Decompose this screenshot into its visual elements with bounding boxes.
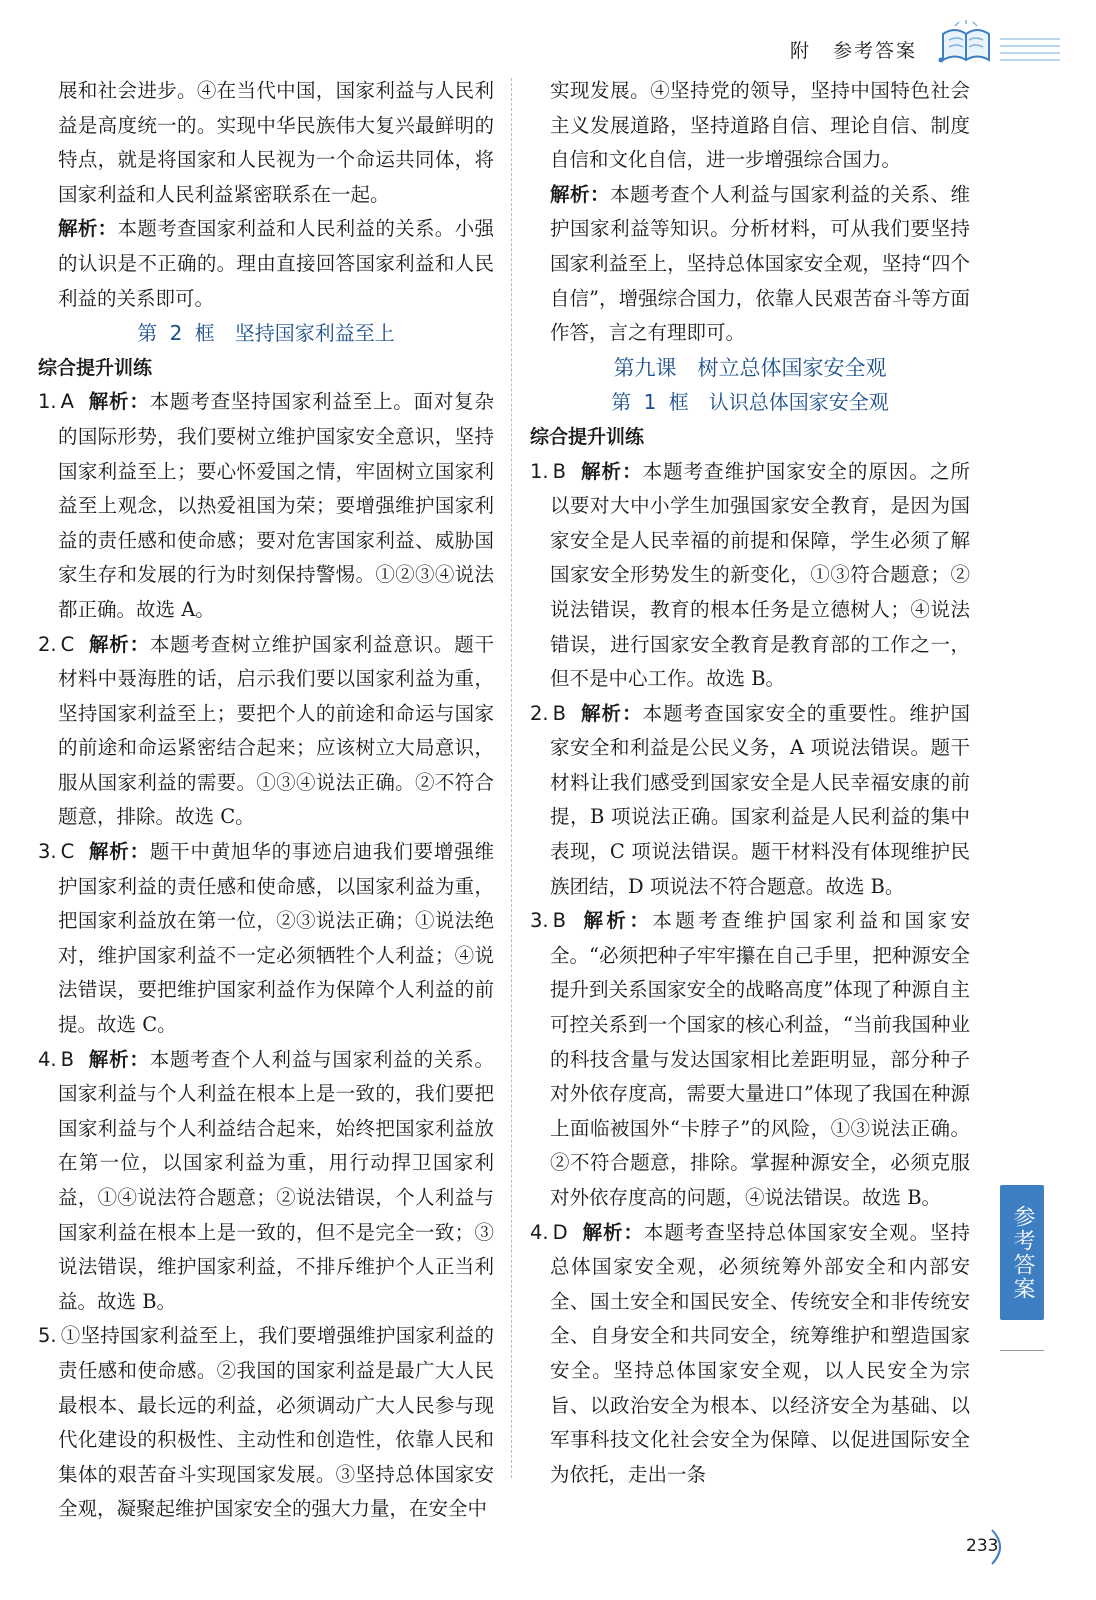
section-title: 综合提升训练 [530, 425, 645, 448]
left-column [38, 74, 494, 1527]
item-number: 3. [530, 909, 549, 933]
answer-item [38, 628, 494, 836]
side-divider [1000, 1350, 1044, 1351]
item-text: ①坚持国家利益至上，我们要增强维护国家利益的责任感和使命感。②我国的国家利益是最广大人民最根本、最长远的利益，必须调动广大人民参与现代化建设的积极性、主动性和创造性，依靠人民和集体的艰苦奋斗实现国家发展。③坚持总体国家安全观，凝聚起维护国家安全的强大力量，在安全中 [58, 1324, 494, 1521]
analysis-label: 解析： [581, 1220, 644, 1244]
lesson-title: 第九课 树立总体国家安全观 [613, 355, 887, 380]
item-number: 1. [530, 459, 549, 483]
intro-paragraph: 展和社会进步。④在当代中国，国家利益与人民利益是高度统一的。实现中华民族伟大复兴最鲜明的特点，就是将国家和人民视为一个命运共同体，将国家利益和人民利益紧密联系在一起。 [58, 79, 494, 206]
analysis-label: 解析： [580, 459, 643, 483]
analysis-label: 解析： [88, 840, 150, 864]
item-answer: B [552, 909, 566, 933]
header-appendix: 附 [790, 40, 812, 62]
right-column [530, 74, 970, 1492]
header-decoration [1000, 38, 1060, 66]
side-tab: 参考答案 [1000, 1185, 1044, 1320]
item-answer: B [60, 1047, 74, 1071]
section-title: 综合提升训练 [38, 356, 153, 379]
answer-item [38, 1319, 494, 1527]
answer-item [530, 455, 970, 697]
item-answer: C [60, 632, 75, 656]
answer-item [38, 835, 494, 1043]
item-number: 4. [38, 1047, 57, 1071]
analysis-label: 解析： [580, 909, 653, 933]
header-label [790, 36, 917, 63]
item-number: 4. [530, 1220, 549, 1244]
item-number: 2. [38, 632, 57, 656]
continued-paragraph: 实现发展。④坚持党的领导，坚持中国特色社会主义发展道路，坚持道路自信、理论自信、制度自信和文化自信，进一步增强综合国力。 [550, 79, 970, 172]
analysis-label: 解析： [87, 390, 150, 414]
item-number: 5. [38, 1324, 57, 1348]
item-answer: B [552, 459, 566, 483]
answer-item [38, 385, 494, 627]
continued-analysis [530, 178, 970, 351]
answer-item [530, 904, 970, 1215]
analysis-label: 解析： [88, 632, 150, 656]
item-answer: D [552, 1220, 568, 1244]
item-text: 本题考查树立维护国家利益意识。题干材料中聂海胜的话，启示我们要以国家利益为重，坚持国家利益至上；要把个人的前途和命运与国家的前途和命运紧密结合起来；应该树立大局意识，服从国家利益的需要。①③④说法正确。②不符合题意，排除。故选 C。 [58, 632, 494, 829]
item-number: 1. [38, 390, 57, 414]
item-answer: A [60, 390, 74, 414]
analysis-label: 解析： [580, 701, 643, 725]
item-number: 2. [530, 701, 549, 725]
analysis-text: 本题考查个人利益与国家利益的关系、维护国家利益等知识。分析材料，可从我们要坚持国家利益至上，坚持总体国家安全观，坚持“四个自信”，增强综合国力，依靠人民艰苦奋斗等方面作答，言之有理即可。 [550, 182, 970, 345]
column-divider [511, 78, 512, 1478]
analysis-text: 本题考查国家利益和人民利益的关系。小强的认识是不正确的。理由直接回答国家利益和人民利益的关系即可。 [58, 217, 494, 310]
page-number: 233 [966, 1536, 999, 1556]
analysis-label: 解析： [88, 1047, 150, 1071]
item-text: 本题考查个人利益与国家利益的关系。国家利益与个人利益在根本上是一致的，我们要把国家利益与个人利益结合起来，始终把国家利益放在第一位，以国家利益为重，用行动捍卫国家利益，①④说法符合题意；②说法错误，个人利益与国家利益在根本上是一致的，但不是完全一致；③说法错误，维护国家利益，不排斥维护个人正当利益。故选 B。 [58, 1047, 494, 1313]
page-number-arc [990, 1528, 1010, 1566]
item-text: 本题考查维护国家安全的原因。之所以要对大中小学生加强国家安全教育，是因为国家安全是人民幸福的前提和保障，学生必须了解国家安全形势发生的新变化，①③符合题意；②说法错误，教育的根本任务是立德树人；④说法错误，进行国家安全教育是教育部的工作之一，但不是中心工作。故选 B。 [550, 459, 970, 691]
frame-title: 第 1 框 认识总体国家安全观 [611, 390, 889, 415]
item-text: 本题考查坚持总体国家安全观。坚持总体国家安全观，必须统筹外部安全和内部安全、国土安全和国民安全、传统安全和非传统安全、自身安全和共同安全，统筹维护和塑造国家安全。坚持总体国家安全观，以人民安全为宗旨、以政治安全为根本、以经济安全为基础、以军事科技文化社会安全为保障、以促进国际安全为依托，走出一条 [550, 1220, 970, 1486]
item-text: 题干中黄旭华的事迹启迪我们要增强维护国家利益的责任感和使命感，以国家利益为重，把国家利益放在第一位，②③说法正确；①说法绝对，维护国家利益不一定必须牺牲个人利益；④说法错误，要把维护国家利益作为保障个人利益的前提。故选 C。 [58, 840, 494, 1037]
item-number: 3. [38, 840, 57, 864]
intro-analysis [38, 212, 494, 316]
item-answer: B [552, 701, 566, 725]
header-title: 参考答案 [833, 40, 918, 62]
item-text: 本题考查坚持国家利益至上。面对复杂的国际形势，我们要树立维护国家安全意识，坚持国家利益至上；要心怀爱国之情，牢固树立国家利益至上观念，以热爱祖国为荣；要增强维护国家利益的责任感和使命感；要对危害国家利益、威胁国家生存和发展的行为时刻保持警惕。①②③④说法都正确。故选 A。 [58, 390, 494, 621]
item-text: 本题考查维护国家利益和国家安全。“必须把种子牢牢攥在自己手里，把种源安全提升到关系国家安全的战略高度”体现了种源自主可控关系到一个国家的核心利益，“当前我国种业的科技含量与发达国家相比差距明显，部分种子对外依存度高，需要大量进口”体现了我国在种源上面临被国外“卡脖子”的风险，①③说法正确。②不符合题意，排除。掌握种源安全，必须克服对外依存度高的问题，④说法错误。故选 B。 [550, 909, 970, 1209]
item-answer: C [60, 840, 75, 864]
answer-item [530, 697, 970, 905]
answer-item [530, 1216, 970, 1493]
book-icon [935, 20, 997, 68]
frame-title: 第 2 框 坚持国家利益至上 [137, 321, 395, 346]
analysis-label: 解析： [58, 217, 118, 241]
analysis-label: 解析： [550, 182, 611, 206]
item-text: 本题考查国家安全的重要性。维护国家安全和利益是公民义务，A 项说法错误。题干材料让我们感受到国家安全是人民幸福安康的前提，B 项说法正确。国家利益是人民利益的集中表现，C 项说法错误。题干材料没有体现维护民族团结，D 项说法不符合题意。故选 B。 [550, 701, 970, 898]
answer-item [38, 1043, 494, 1320]
